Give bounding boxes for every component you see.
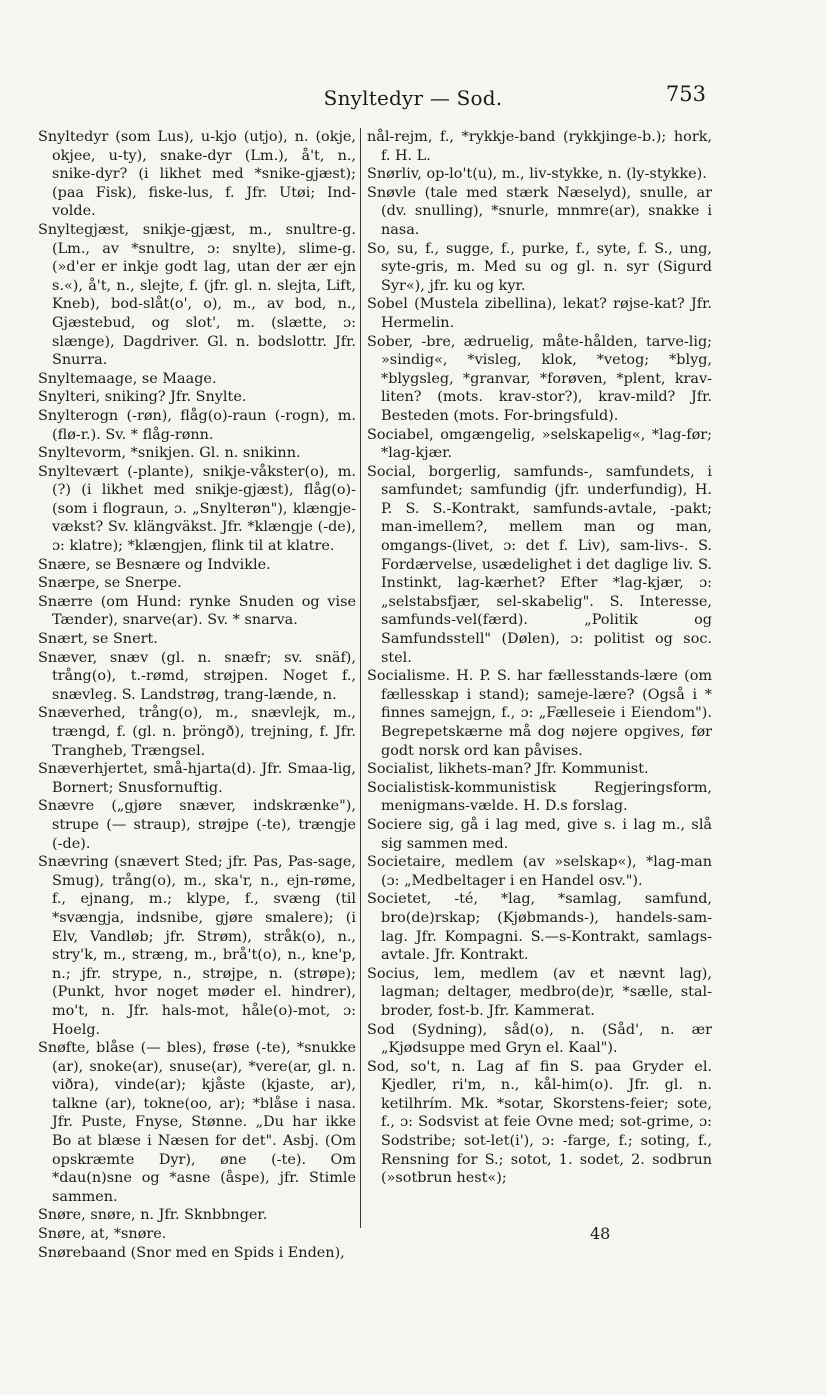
- dictionary-entry: Socialistisk-kommunistisk Regjeringsform, menigmans-vælde. H. D.s forslag.: [367, 779, 712, 815]
- dictionary-entry: Snævring (snævert Sted; jfr. Pas, Pas-sage, Smug), trång(o), m., ska'r, n., ejn-røme, f., ejnang, m.; klype, f., svæng (til *svængja, indsnibe, gjøre smalere); (i Elv, Vandløb; jfr. Strøm), stråk(o), n., stry'k, m., stræng, m., brå't(o), n., kne'p, n.; jfr. strype, n., strøjpe, n. (strøpe); (Punkt, hvor noget møder el. hindrer), mo't, n. Jfr. hals-mot, håle(o)-mot, ɔ: Hoelg.: [38, 854, 356, 1038]
- dictionary-entry: Snøvle (tale med stærk Næselyd), snulle, ar (dv. snulling), *snurle, mnmre(ar), snakke i nasa.: [367, 184, 712, 238]
- dictionary-entry: Sod (Sydning), såd(o), n. (Såd', n. ær „Kjødsuppe med Gryn el. Kaal").: [367, 1021, 712, 1057]
- dictionary-entry: Sod, so't, n. Lag af fin S. paa Gryder el. Kjedler, ri'm, n., kål-him(o). Jfr. gl. n. ketilhrím. Mk. *sotar, Skorstens-feier; sote, f., ɔ: Sodsvist at feie Ovne med; sot-grime, ɔ: Sodstribe; sot-let(i'), ɔ: -farge, f.; soting, f., Rensning for S.; sotot, 1. sodet, 2. sodbrun (»sotbrun hest«);: [367, 1058, 712, 1187]
- printer-signature: 48: [590, 1224, 611, 1243]
- page-number: 753: [665, 82, 706, 106]
- dictionary-entry: Sober, -bre, ædruelig, måte-hålden, tarve-lig; »sindig«, *visleg, klok, *vetog; *blyg, *blygsleg, *granvar, *forøven, *plent, krav-liten? (mots. krav-stor?), krav-mild? Jfr. Besteden (mots. For-bringsfuld).: [367, 333, 712, 424]
- dictionary-entry: Snøfte, blåse (— bles), frøse (-te), *snukke (ar), snoke(ar), snuse(ar), *vere(ar, gl. n. viðra), vinde(ar); kjåste (kjaste, ar), talkne (ar), tokne(oo, ar); *blåse i nasa. Jfr. Puste, Fnyse, Stønne. „Du har ikke Bo at blæse i Næsen for det". Asbj. (Om opskræmte Dyr), øne (-te). Om *dau(n)sne og *asne (åspe), jfr. Stimle sammen.: [38, 1040, 356, 1205]
- dictionary-entry: Snyltevært (-plante), snikje-våkster(o), m. (?) (i likhet med snikje-gjæst), flåg(o)-(som i flograun, ɔ. „Snylterøn"), klængje-vækst? Sv. klängväkst. Jfr. *klængje (-de), ɔ: klatre); *klængjen, flink til at klatre.: [38, 463, 356, 555]
- dictionary-entry: Snyltevorm, *snikjen. Gl. n. snikinn.: [38, 445, 301, 462]
- dictionary-entry: Social, borgerlig, samfunds-, samfundets, i samfundet; samfundig (jfr. underfundig), H. P. S. S.-Kontrakt, samfunds-avtale, -pakt; man-imellem?, mellem man og man, omgangs-(livet, ɔ: det f. Liv), sam-livs-. S. Fordærvelse, usædelighet i det daglige liv. S. Instinkt, lag-kærhet? Efter *lag-kjær, ɔ: „selstabsfjær, sel-skabelig". S. Interesse, samfunds-vel(færd). „Politik og Samfundsstell" (Dølen), ɔ: politist og soc. stel.: [367, 463, 712, 666]
- dictionary-entry: Snærpe, se Snerpe.: [38, 575, 182, 592]
- dictionary-entry: nål-rejm, f., *rykkje-band (rykkjinge-b.); hork, f. H. L.: [367, 129, 712, 164]
- dictionary-entry: Snyltemaage, se Maage.: [38, 370, 217, 387]
- dictionary-entry: Snørebaand (Snor med en Spids i Enden),: [38, 1244, 345, 1261]
- dictionary-entry: Snærre (om Hund: rynke Snuden og vise Tænder), snarve(ar). Sv. * snarva.: [38, 593, 356, 629]
- right-column: [367, 128, 712, 1188]
- dictionary-entry: Snyltegjæst, snikje-gjæst, m., snultre-g. (Lm., av *snultre, ɔ: snylte), slime-g. (»d'er er inkje godt lag, utan der ær ejn s.«), å't, n., slejte, f. (jfr. gl. n. slejta, Lift, Kneb), bod-slåt(o', o), m., av bod, n., Gjæstebud, og slot', m. (slætte, ɔ: slænge), Dagdriver. Gl. n. bodslottr. Jfr. Snurra.: [38, 221, 356, 369]
- dictionary-entry: Societaire, medlem (av »selskap«), *lag-man (ɔ: „Medbeltager i en Handel osv.").: [367, 854, 712, 889]
- dictionary-entry: Snøre, at, *snøre.: [38, 1226, 167, 1243]
- dictionary-entry: Snøre, snøre, n. Jfr. Sknbbnger.: [38, 1207, 268, 1224]
- dictionary-entry: Socialisme. H. P. S. har fællesstands-lære (om fællesskap i stand); sameje-lære? (Også i * finnes samejgn, f., ɔ: „Fælleseie i Eiendom"). Begrepetskærne må dog nøjere opgives, før godt norsk ord kan påvises.: [367, 668, 712, 759]
- dictionary-entry: Sobel (Mustela zibellina), lekat? røjse-kat? Jfr. Hermelin.: [367, 296, 712, 331]
- dictionary-entry: So, su, f., sugge, f., purke, f., syte, f. S., ung, syte-gris, m. Med su og gl. n. syr (Sigurd Syr«), jfr. ku og kyr.: [367, 240, 712, 294]
- dictionary-entry: Snylterogn (-røn), flåg(o)-raun (-rogn), m. (flø-r.). Sv. * flåg-rønn.: [38, 407, 356, 443]
- dictionary-entry: Socius, lem, medlem (av et nævnt lag), lagman; deltager, medbro(de)r, *sælle, stal-broder, fost-b. Jfr. Kammerat.: [367, 965, 712, 1019]
- page-header: [0, 80, 826, 120]
- left-column: [38, 128, 356, 1262]
- dictionary-entry: Snævre („gjøre snæver, indskrænke"), strupe (— straup), strøjpe (-te), trængje (-de).: [38, 798, 356, 852]
- dictionary-entry: Snært, se Snert.: [38, 631, 158, 648]
- dictionary-entry: Snæverhed, trång(o), m., snævlejk, m., trængd, f. (gl. n. þröngð), trejning, f. Jfr. Trangheb, Trængsel.: [38, 705, 356, 759]
- column-divider: [360, 128, 361, 1228]
- dictionary-entry: Sociabel, omgængelig, »selskapelig«, *lag-før; *lag-kjær.: [367, 426, 712, 462]
- dictionary-entry: Socialist, likhets-man? Jfr. Kommunist.: [367, 761, 649, 778]
- dictionary-entry: Snæver, snæv (gl. n. snæfr; sv. snäf), trång(o), t.-rømd, strøjpen. Noget f., snævleg. S. Landstrøg, trang-lænde, n.: [38, 649, 356, 703]
- dictionary-entry: Snære, se Besnære og Indvikle.: [38, 556, 271, 573]
- dictionary-entry: Snæverhjertet, små-hjarta(d). Jfr. Smaa-lig, Bornert; Snusfornuftig.: [38, 761, 356, 796]
- dictionary-entry: Sociere sig, gå i lag med, give s. i lag m., slå sig sammen med.: [367, 816, 712, 852]
- dictionary-entry: Snylteri, sniking? Jfr. Snylte.: [38, 389, 247, 406]
- page-title: Snyltedyr — Sod.: [323, 86, 503, 110]
- dictionary-entry: Societet, -té, *lag, *samlag, samfund, bro(de)rskap; (Kjøbmands-), handels-sam-lag. Jfr. Kompagni. S.—s-Kontrakt, samlags-avtale. Jfr. Kontrakt.: [367, 891, 712, 964]
- dictionary-entry: Snørliv, op-lo't(u), m., liv-stykke, n. (ly-stykke).: [367, 166, 707, 183]
- dictionary-entry: Snyltedyr (som Lus), u-kjo (utjo), n. (okje, okjee, u-ty), snake-dyr (Lm.), å't, n., snike-dyr? (i likhet med *snike-gjæst); (paa Fisk), fiske-lus, f. Jfr. Utøi; Ind-volde.: [38, 129, 356, 220]
